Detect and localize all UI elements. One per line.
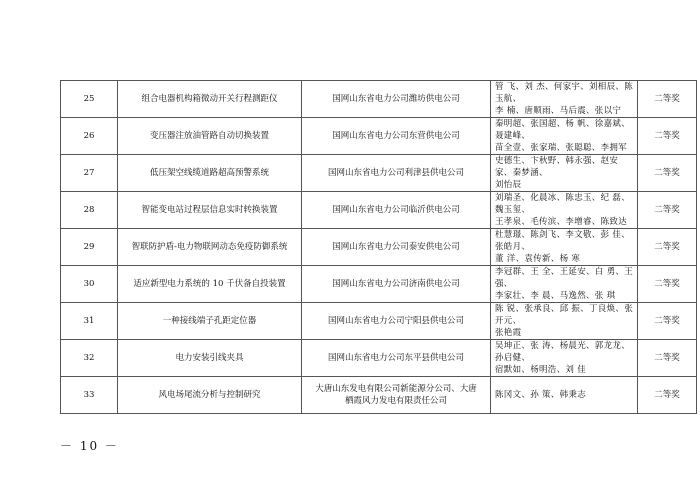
row-number-cell: 30: [61, 266, 118, 303]
contributors-line: 刘怡辰: [495, 180, 522, 190]
contributors-cell: [491, 192, 638, 229]
page-number: － 10 －: [60, 439, 119, 453]
project-title-cell: 电力安装引线夹具: [118, 340, 302, 377]
contributors-line: 董 洋、袁传新、杨 寒: [495, 254, 581, 264]
contributors-line: 杜慧璟、陈剑飞、李文敬、彭 佳、张皓月、: [495, 230, 631, 252]
project-title-cell: 一种接线端子孔距定位器: [118, 303, 302, 340]
award-level-cell: 二等奖: [638, 192, 697, 229]
row-number-cell: 26: [61, 118, 118, 155]
table-row: [61, 266, 697, 303]
award-level-cell: 二等奖: [638, 266, 697, 303]
contributors-cell: [491, 118, 638, 155]
table-row: [61, 303, 697, 340]
contributors-line: 李家壮、李 晨、马逸然、张 琪: [495, 291, 616, 301]
contributors-line: 苗全壹、张家瑞、张聪聪、李拥军: [495, 143, 628, 153]
row-number-cell: 27: [61, 155, 118, 192]
project-title-cell: 组合电器机构箱微动开关行程测距仪: [118, 81, 302, 118]
organization-line: 大唐山东发电有限公司新能源分公司、大唐: [315, 383, 477, 394]
organization-cell: 国网山东省电力公司宁阳县供电公司: [302, 303, 491, 340]
organization-cell: 国网山东省电力公司临沂供电公司: [302, 192, 491, 229]
table-row: [61, 118, 697, 155]
organization-cell: 国网山东省电力公司潍坊供电公司: [302, 81, 491, 118]
row-number-cell: 31: [61, 303, 118, 340]
award-level-cell: 二等奖: [638, 340, 697, 377]
contributors-line: 陈 锐、张承良、邱 振、丁良焕、张开元、: [495, 304, 634, 326]
contributors-line: 秦明超、张国超、杨 帆、徐嘉斌、聂建峰、: [495, 119, 631, 141]
organization-cell: 国网山东省电力公司东营供电公司: [302, 118, 491, 155]
table-row: [61, 192, 697, 229]
contributors-cell: [491, 340, 638, 377]
organization-line: 栖霞风力发电有限责任公司: [344, 395, 447, 406]
organization-cell: 国网山东省电力公司济南供电公司: [302, 266, 491, 303]
contributors-line: 李冠群、王 全、王延安、白 勇、王 强、: [495, 267, 634, 289]
table-row: [61, 340, 697, 377]
contributors-line: 刘瑞圣、化晨冰、陈忠玉、纪 磊、魏玉玺、: [495, 193, 631, 215]
project-title-cell: 智能变电站过程层信息实时转换装置: [118, 192, 302, 229]
table-row: [61, 81, 697, 118]
contributors-line: 李 楠、唐顺雨、马后震、张以宁: [495, 106, 622, 116]
project-title-cell: 变压器注放油管路自动切换装置: [118, 118, 302, 155]
organization-cell: 国网山东省电力公司泰安供电公司: [302, 229, 491, 266]
award-level-cell: 二等奖: [638, 155, 697, 192]
row-number-cell: 29: [61, 229, 118, 266]
contributors-line: 王孝泉、毛传滨、李增睿、陈致达: [495, 217, 628, 227]
organization-cell: [302, 377, 491, 414]
award-level-cell: 二等奖: [638, 118, 697, 155]
row-number-cell: 25: [61, 81, 118, 118]
award-table-body: [61, 81, 697, 414]
table-row: [61, 229, 697, 266]
table-row: [61, 377, 697, 414]
award-level-cell: 二等奖: [638, 229, 697, 266]
contributors-line: 管 飞、刘 杰、何家宇、刘相辰、陈玉航、: [495, 82, 634, 104]
organization-cell: 国网山东省电力公司东平县供电公司: [302, 340, 491, 377]
row-number-cell: 33: [61, 377, 118, 414]
project-title-cell: 智联防护盾-电力物联网动态免疫防御系统: [118, 229, 302, 266]
contributors-cell: [491, 303, 638, 340]
organization-cell: 国网山东省电力公司利津县供电公司: [302, 155, 491, 192]
row-number-cell: 32: [61, 340, 118, 377]
contributors-line: 宿默如、杨明浩、刘 佳: [495, 365, 587, 375]
award-level-cell: 二等奖: [638, 303, 697, 340]
project-title-cell: 风电场尾流分析与控制研究: [118, 377, 302, 414]
award-table: [60, 80, 697, 414]
contributors-cell: [491, 81, 638, 118]
award-level-cell: 二等奖: [638, 377, 697, 414]
contributors-line: 吴坤正、张 涛、杨晨光、郭龙龙、孙启健、: [495, 341, 631, 363]
project-title-cell: 低压架空线缆道路超高预警系统: [118, 155, 302, 192]
contributors-line: 张艳霞: [495, 328, 522, 338]
row-number-cell: 28: [61, 192, 118, 229]
contributors-cell: [491, 377, 638, 414]
table-row: [61, 155, 697, 192]
contributors-line: 史德生、卞秋野、韩永强、赵安家、秦梦涵、: [495, 156, 619, 178]
contributors-cell: [491, 155, 638, 192]
contributors-cell: [491, 229, 638, 266]
award-level-cell: 二等奖: [638, 81, 697, 118]
contributors-line: 陈冈文、孙 策、韩秉志: [495, 389, 587, 400]
project-title-cell: 适应新型电力系统的 10 千伏备自投装置: [118, 266, 302, 303]
contributors-cell: [491, 266, 638, 303]
